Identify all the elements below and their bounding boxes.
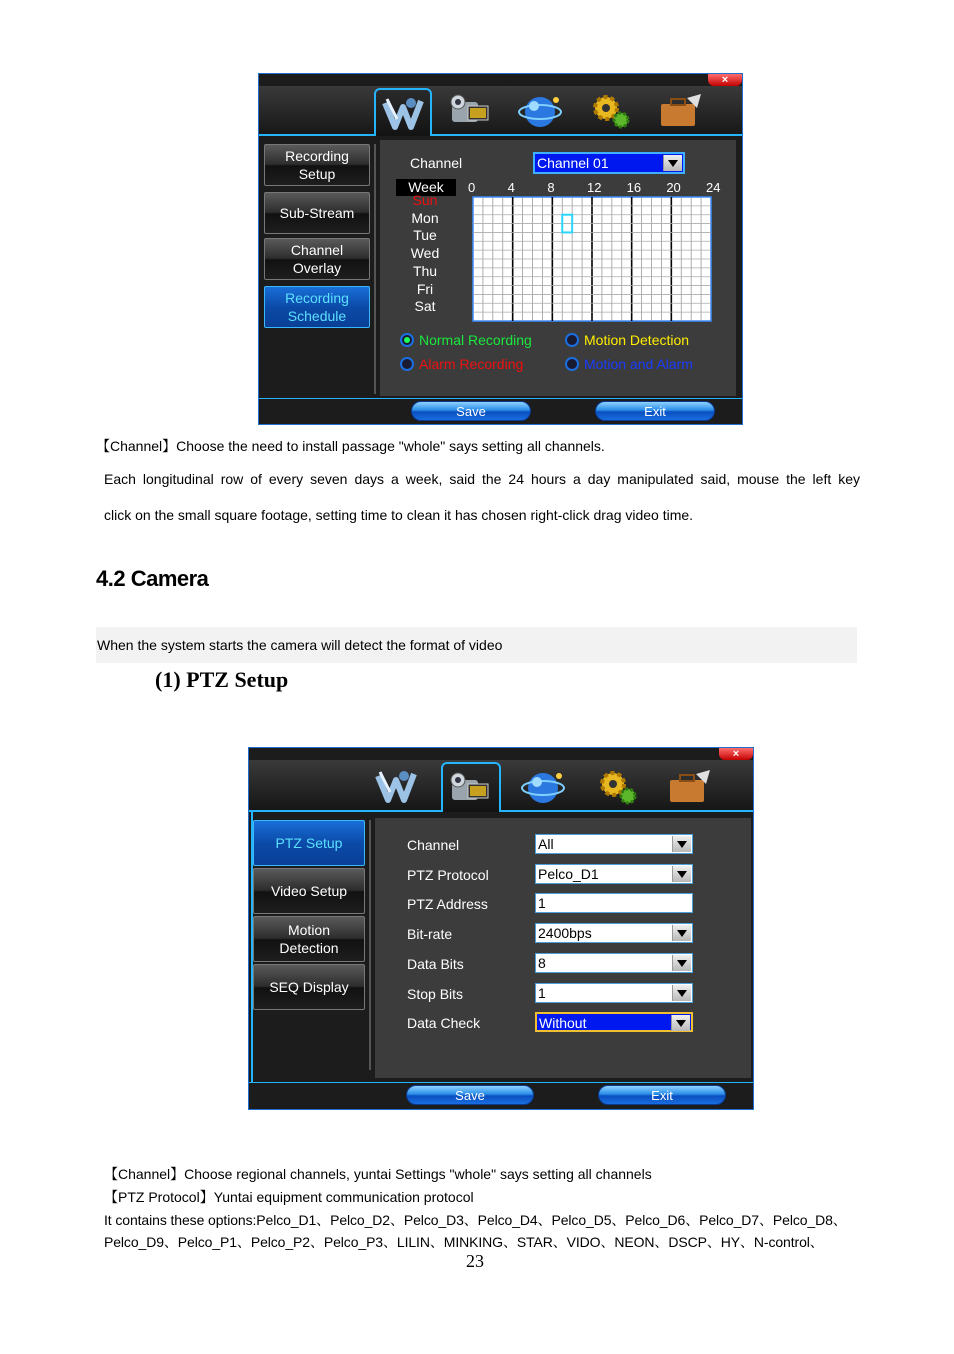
sidebar-label: Overlay <box>292 260 342 276</box>
tab-recording[interactable] <box>369 764 423 808</box>
sidebar-item-recording-setup[interactable] <box>264 144 370 186</box>
normal-recording-label: Normal Recording <box>419 332 532 348</box>
sidebar-label: Channel <box>290 242 344 258</box>
field-select[interactable] <box>535 923 693 943</box>
hour-label: 0 <box>468 180 476 195</box>
paragraph-protocol-options-1: It contains these options:Pelco_D1、Pelco_D2、Pelco_D3、Pelco_D4、Pelco_D5、Pelco_D6、Pelco_D7、Pelco_D8、 <box>104 1212 847 1228</box>
sidebar-label: Recording <box>285 290 349 306</box>
field-select[interactable] <box>535 834 693 854</box>
field-label: PTZ Protocol <box>407 866 489 883</box>
ptz-setup-window <box>248 747 754 1110</box>
day-label: Sat <box>414 298 436 315</box>
week-label: Week <box>396 179 456 196</box>
hour-label: 16 <box>626 180 642 195</box>
motion-detection-radio[interactable] <box>565 333 579 347</box>
sidebar-item-seq-display[interactable] <box>253 964 365 1010</box>
field-label: Bit-rate <box>407 926 453 943</box>
field-value: 1 <box>538 984 546 1001</box>
settings-gears-icon <box>588 90 634 130</box>
exit-button[interactable]: Exit <box>595 401 715 421</box>
day-label: Fri <box>416 280 434 297</box>
sidebar-label: SEQ Display <box>269 979 349 995</box>
subsection-heading: (1) PTZ Setup <box>155 667 289 692</box>
ptz-settings-panel <box>375 818 751 1078</box>
tools-briefcase-icon <box>657 90 705 130</box>
recording-icon <box>374 766 418 806</box>
field-label: Data Bits <box>407 955 464 972</box>
close-button[interactable]: × <box>708 74 742 86</box>
tab-camera[interactable] <box>444 88 498 132</box>
tab-settings[interactable] <box>584 88 638 132</box>
sidebar-item-motion-detection[interactable] <box>253 916 365 962</box>
sidebar-divider <box>369 820 371 1070</box>
sidebar-item-sub-stream[interactable] <box>264 192 370 234</box>
tab-camera[interactable] <box>441 762 501 812</box>
camera-icon <box>448 768 494 808</box>
close-button[interactable]: × <box>719 748 753 760</box>
settings-gears-icon <box>595 766 641 806</box>
tab-underline <box>259 134 742 136</box>
recording-icon <box>381 93 425 133</box>
hour-label: 24 <box>706 180 721 195</box>
sidebar-item-ptz-setup[interactable] <box>253 820 365 866</box>
tools-briefcase-icon <box>666 766 714 806</box>
field-select[interactable] <box>535 953 693 973</box>
note-text: When the system starts the camera will detect the format of video <box>97 637 503 653</box>
hour-label: 12 <box>587 180 602 195</box>
tab-tools[interactable] <box>663 764 717 808</box>
sidebar-item-channel-overlay[interactable] <box>264 238 370 280</box>
field-label: PTZ Address <box>407 896 488 913</box>
bottom-divider <box>259 398 742 399</box>
motion-and-alarm-radio[interactable] <box>565 357 579 371</box>
day-label: Wed <box>410 245 440 262</box>
sidebar-label: PTZ Setup <box>275 835 343 851</box>
channel-select[interactable] <box>533 152 685 174</box>
bottom-divider <box>249 1082 753 1083</box>
channel-value: Channel 01 <box>537 155 609 171</box>
field-value: Without <box>539 1015 587 1032</box>
hour-label: 20 <box>666 180 681 195</box>
field-select[interactable] <box>535 1012 693 1032</box>
alarm-recording-label: Alarm Recording <box>419 356 524 372</box>
tab-settings[interactable] <box>591 764 645 808</box>
chevron-down-icon <box>672 925 691 941</box>
paragraph-channel: 【Channel】Choose the need to install passage "whole" says setting all channels. <box>96 438 605 454</box>
field-value: All <box>538 836 554 852</box>
tab-recording[interactable] <box>374 88 432 136</box>
chevron-down-icon <box>663 155 682 171</box>
field-select[interactable] <box>535 983 693 1003</box>
field-label: Stop Bits <box>407 985 464 1002</box>
camera-icon <box>448 90 494 130</box>
recording-schedule-window <box>258 73 743 425</box>
chevron-down-icon <box>672 836 691 852</box>
motion-and-alarm-label: Motion and Alarm <box>584 356 693 372</box>
day-label: Tue <box>413 227 437 244</box>
sidebar-label: Setup <box>298 166 336 182</box>
paragraph-protocol-options-2: Pelco_D9、Pelco_P1、Pelco_P2、Pelco_P3、LILIN、MINKING、STAR、VIDO、NEON、DSCP、HY、N-control、 <box>104 1234 824 1250</box>
paragraph-schedule-2: click on the small square footage, setting time to clean it has chosen right-click drag video time. <box>104 507 694 523</box>
field-value: Pelco_D1 <box>538 865 599 882</box>
field-label: Data Check <box>407 1015 481 1032</box>
tab-network[interactable] <box>514 88 568 132</box>
sidebar-label: Detection <box>279 940 339 956</box>
chevron-down-icon <box>671 1015 690 1031</box>
field-value: 8 <box>538 954 546 971</box>
page-number: 23 <box>466 1251 484 1271</box>
chevron-down-icon <box>672 866 691 882</box>
day-label: Thu <box>412 262 438 279</box>
chevron-down-icon <box>672 985 691 1001</box>
hour-label: 4 <box>507 180 515 195</box>
alarm-recording-radio[interactable] <box>400 357 414 371</box>
sidebar-item-video-setup[interactable] <box>253 868 365 914</box>
network-icon <box>518 90 564 130</box>
chevron-down-icon <box>672 955 691 971</box>
paragraph-schedule-1: Each longitudinal row of every seven days a week, said the 24 hours a day manipulated said, mouse the left key <box>104 471 860 487</box>
save-button[interactable]: Save <box>411 401 531 421</box>
sidebar-label: Schedule <box>287 308 347 324</box>
tab-underline <box>249 810 753 812</box>
field-input[interactable] <box>535 893 693 913</box>
section-heading: 4.2 Camera <box>96 566 209 591</box>
field-value: 2400bps <box>538 925 592 942</box>
tab-tools[interactable] <box>654 88 708 132</box>
field-select[interactable] <box>535 864 693 884</box>
tab-network[interactable] <box>517 764 571 808</box>
network-icon <box>521 766 567 806</box>
channel-label: Channel <box>410 155 463 171</box>
sidebar-divider <box>374 144 376 394</box>
paragraph-ptz-channel: 【Channel】Choose regional channels, yuntai Settings "whole" says setting all channels <box>104 1166 652 1182</box>
day-label: Mon <box>411 209 439 226</box>
sidebar-item-recording-schedule[interactable] <box>264 286 370 328</box>
sidebar-label: Motion <box>287 922 331 938</box>
schedule-grid[interactable] <box>472 196 712 322</box>
hour-label: 8 <box>547 180 555 195</box>
day-label: Sun <box>412 192 438 208</box>
paragraph-ptz-protocol: 【PTZ Protocol】Yuntai equipment communication protocol <box>104 1189 474 1205</box>
motion-detection-label: Motion Detection <box>584 332 690 348</box>
field-value: 1 <box>538 895 546 912</box>
sidebar-label: Sub-Stream <box>279 205 355 221</box>
sidebar-label: Video Setup <box>270 883 348 899</box>
normal-recording-radio[interactable] <box>400 333 414 347</box>
field-label: Channel <box>407 837 460 853</box>
save-button[interactable]: Save <box>406 1085 534 1105</box>
sidebar-label: Recording <box>285 148 349 164</box>
exit-button[interactable]: Exit <box>598 1085 726 1105</box>
